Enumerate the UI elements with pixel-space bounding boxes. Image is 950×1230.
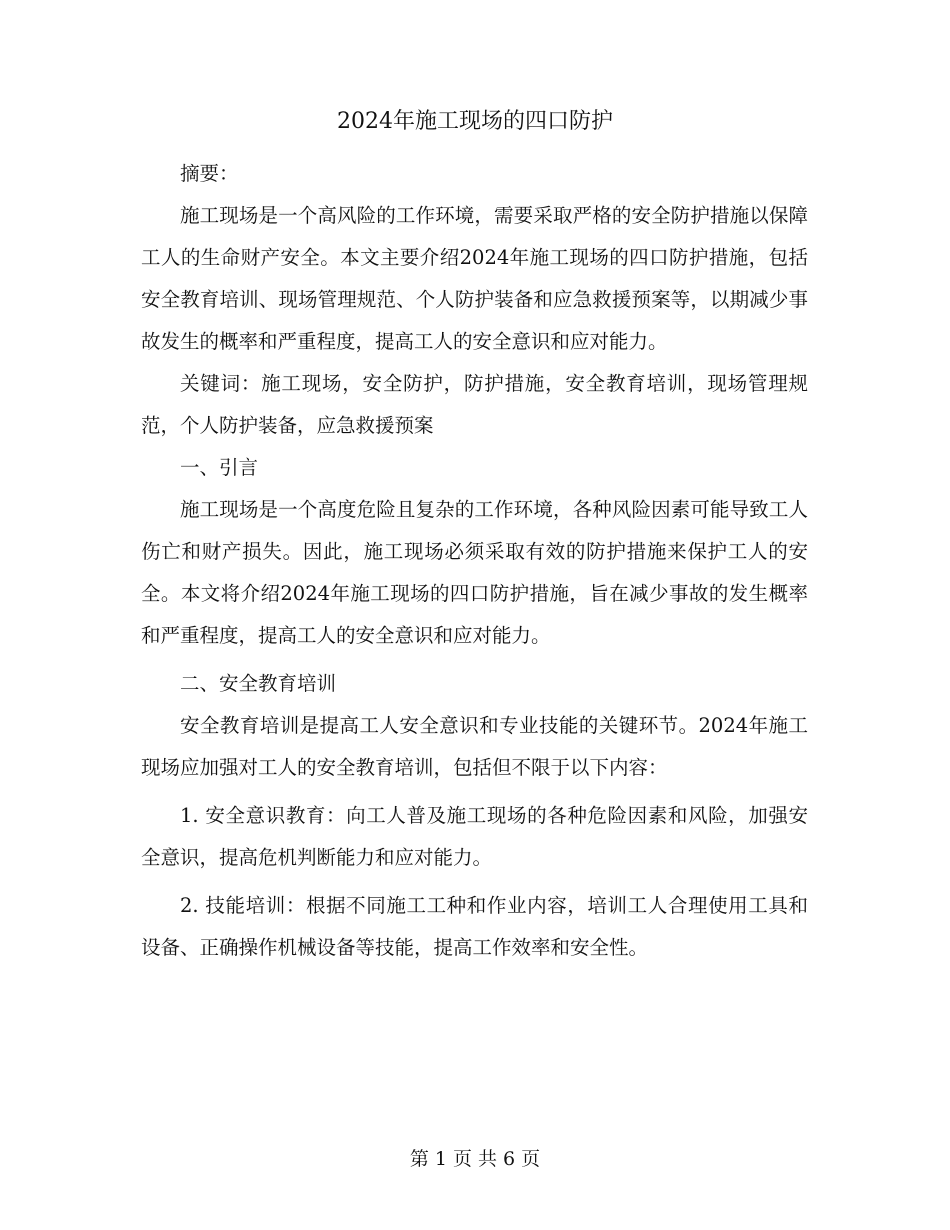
introduction-paragraph: 施工现场是一个高度危险且复杂的工作环境，各种风险因素可能导致工人伤亡和财产损失。因此，施工现场必须采取有效的防护措施来保护工人的安全。本文将介绍2024年施工现场的四口防护措施，旨在减少事故的发生概率和严重程度，提高工人的安全意识和应对能力。: [141, 498, 808, 647]
safety-training-paragraph: 安全教育培训是提高工人安全意识和专业技能的关键环节。2024年施工现场应加强对工人的安全教育培训，包括但不限于以下内容：: [141, 714, 808, 779]
document-body: [141, 153, 808, 969]
keywords-paragraph: 关键词：施工现场，安全防护，防护措施，安全教育培训，现场管理规范，个人防护装备，应急救援预案: [141, 372, 808, 437]
page-number-footer: 第 1 页 共 6 页: [409, 1148, 541, 1170]
list-item-safety-awareness: 1. 安全意识教育：向工人普及施工现场的各种危险因素和风险，加强安全意识，提高危机判断能力和应对能力。: [141, 804, 808, 869]
document-title: 2024年施工现场的四口防护: [337, 109, 613, 134]
list-item-skill-training: 2. 技能培训：根据不同施工工种和作业内容，培训工人合理使用工具和设备、正确操作机械设备等技能，提高工作效率和安全性。: [141, 894, 808, 959]
section-heading-safety-training: 二、安全教育培训: [180, 672, 337, 695]
abstract-paragraph: 施工现场是一个高风险的工作环境，需要采取严格的安全防护措施以保障工人的生命财产安全。本文主要介绍2024年施工现场的四口防护措施，包括安全教育培训、现场管理规范、个人防护装备和应急救援预案等，以期减少事故发生的概率和严重程度，提高工人的安全意识和应对能力。: [141, 204, 808, 353]
section-heading-introduction: 一、引言: [180, 456, 259, 479]
abstract-heading: 摘要：: [180, 162, 239, 185]
